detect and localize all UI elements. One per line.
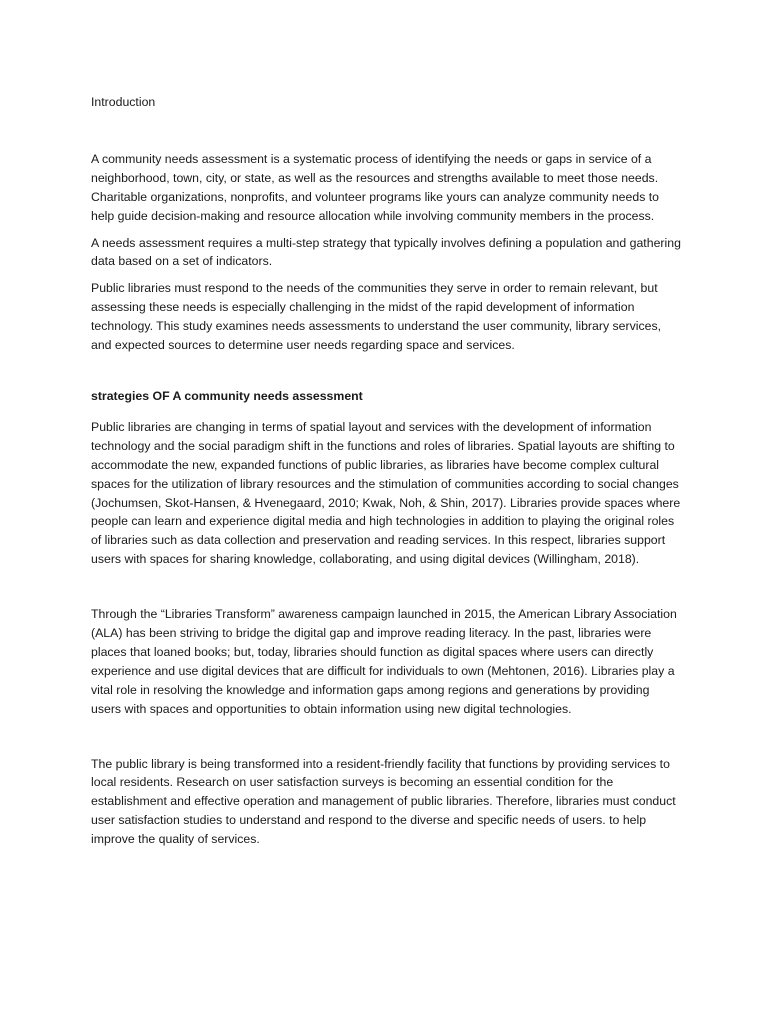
section-heading: strategies OF A community needs assessment bbox=[91, 388, 363, 403]
intro-paragraph: A needs assessment requires a multi-step strategy that typically involves defining a population and gathering data based on a set of indicators. bbox=[91, 235, 681, 269]
section-paragraph: Through the “Libraries Transform” awareness campaign launched in 2015, the American Library Association (ALA) has been striving to bridge the digital gap and improve reading literacy. In the past, libraries were places that loaned books; but, today, libraries should function as digital spaces where users can directly experience and use digital devices that are difficult for individuals to own (Mehtonen, 2016). Libraries play a vital role in resolving the knowledge and information gaps among regions and generations by providing users with spaces and opportunities to obtain information using new digital technologies. bbox=[91, 607, 677, 716]
section-paragraph: The public library is being transformed into a resident-friendly facility that functions by providing services to local residents. Research on user satisfaction surveys is becoming an essential condition for the establishment and effective operation and management of public libraries. Therefore, libraries must conduct user satisfaction studies to understand and respond to the diverse and specific needs of users. to help improve the quality of services. bbox=[91, 756, 676, 847]
document-body bbox=[91, 93, 681, 849]
intro-paragraph: Public libraries must respond to the needs of the communities they serve in order to remain relevant, but assessing these needs is especially challenging in the midst of the rapid development of information technology. This study examines needs assessments to understand the user community, library services, and expected sources to determine user needs regarding space and services. bbox=[91, 281, 662, 353]
intro-heading: Introduction bbox=[91, 95, 156, 109]
intro-paragraph: A community needs assessment is a systematic process of identifying the needs or gaps in service of a neighborhood, town, city, or state, as well as the resources and strengths available to meet those needs. Charitable organizations, nonprofits, and volunteer programs like yours can analyze community needs to help guide decision-making and resource allocation while involving community members in the process. bbox=[91, 151, 660, 223]
section-paragraph: Public libraries are changing in terms of spatial layout and services with the development of information technology and the social paradigm shift in the functions and roles of libraries. Spatial layouts are shifting to accommodate the new, expanded functions of public libraries, as libraries have become complex cultural spaces for the utilization of library resources and the stimulation of communities according to social changes (Jochumsen, Skot-Hansen, & Hvenegaard, 2010; Kwak, Noh, & Shin, 2017). Libraries provide spaces where people can learn and experience digital media and high technologies in addition to playing the original roles of libraries such as data collection and preservation and reading services. In this respect, libraries support users with spaces for sharing knowledge, collaborating, and using digital devices (Willingham, 2018). bbox=[91, 419, 681, 567]
